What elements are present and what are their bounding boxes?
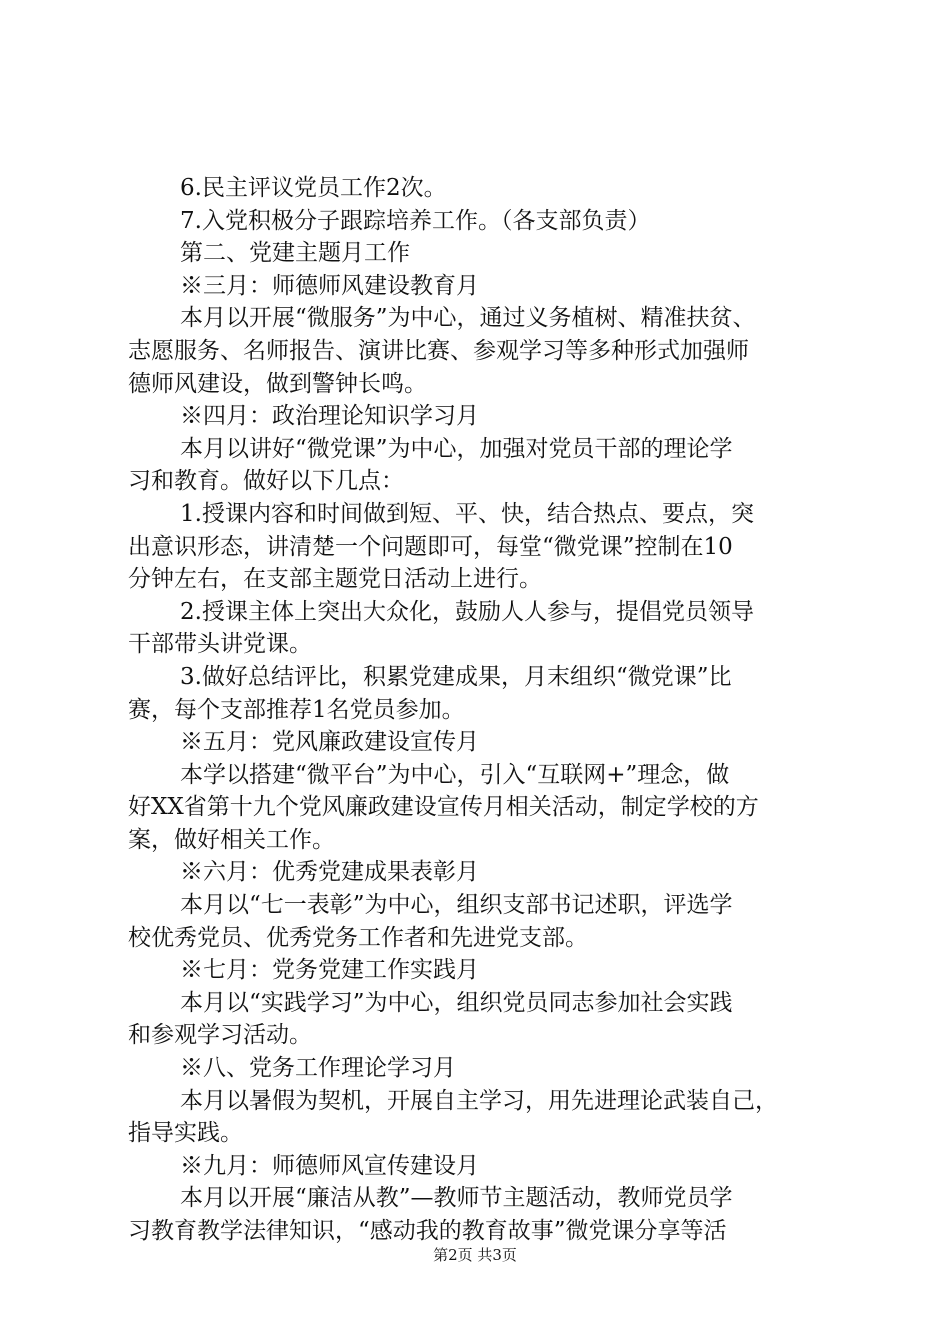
text-line: 习和教育。做好以下几点：	[128, 468, 404, 495]
text-line: ※八、党务工作理论学习月	[180, 1055, 456, 1082]
text-line: 2.授课主体上突出大众化，鼓励人人参与，提倡党员领导	[180, 598, 754, 625]
text-line: 本月以开展“廉洁从教”—教师节主题活动，教师党员学	[180, 1185, 733, 1212]
text-line: 干部带头讲党课。	[128, 631, 312, 658]
text-line: 赛，每个支部推荐1名党员参加。	[128, 696, 465, 723]
text-line: ※四月：政治理论知识学习月	[180, 403, 479, 430]
text-line: 本月以暑假为契机，开展自主学习，用先进理论武装自己，	[180, 1087, 778, 1114]
text-line: 第二、党建主题月工作	[180, 240, 410, 267]
text-line: 本学以搭建“微平台”为中心，引入“互联网+”理念，做	[180, 761, 730, 788]
text-line: 出意识形态，讲清楚一个问题即可，每堂“微党课”控制在10	[128, 533, 733, 560]
text-line: 本月以讲好“微党课”为中心，加强对党员干部的理论学	[180, 435, 733, 462]
text-line: 德师风建设，做到警钟长鸣。	[128, 370, 427, 397]
text-line: 6.民主评议党员工作2次。	[180, 175, 447, 201]
text-line: ※七月：党务党建工作实践月	[180, 957, 479, 984]
text-line: 指导实践。	[128, 1120, 243, 1147]
text-line: 志愿服务、名师报告、演讲比赛、参观学习等多种形式加强师	[128, 337, 749, 364]
text-line: 案，做好相关工作。	[128, 826, 335, 853]
text-line: ※三月：师德师风建设教育月	[180, 272, 479, 299]
text-line: ※五月：党风廉政建设宣传月	[180, 729, 479, 756]
text-line: 和参观学习活动。	[128, 1022, 312, 1049]
text-line: ※九月：师德师风宣传建设月	[180, 1152, 479, 1179]
page-footer: 第2页 共3页	[433, 1246, 517, 1264]
text-line: 本月以“实践学习”为中心，组织党员同志参加社会实践	[180, 989, 733, 1016]
document-body	[128, 172, 848, 1248]
text-line: 习教育教学法律知识，“感动我的教育故事”微党课分享等活	[128, 1218, 727, 1244]
text-line: 本月以开展“微服务”为中心，通过义务植树、精准扶贫、	[180, 305, 756, 332]
text-line: 7.入党积极分子跟踪培养工作。（各支部负责）	[180, 207, 651, 234]
text-line: 分钟左右，在支部主题党日活动上进行。	[128, 566, 542, 593]
text-line: 3.做好总结评比，积累党建成果，月末组织“微党课”比	[180, 663, 732, 690]
text-line: 本月以“七一表彰”为中心，组织支部书记述职，评选学	[180, 892, 733, 919]
text-line: 校优秀党员、优秀党务工作者和先进党支部。	[128, 924, 588, 951]
text-line: 1.授课内容和时间做到短、平、快，结合热点、要点，突	[180, 500, 754, 527]
text-line: ※六月：优秀党建成果表彰月	[180, 859, 479, 886]
text-line: 好XX省第十九个党风廉政建设宣传月相关活动，制定学校的方	[128, 794, 759, 821]
